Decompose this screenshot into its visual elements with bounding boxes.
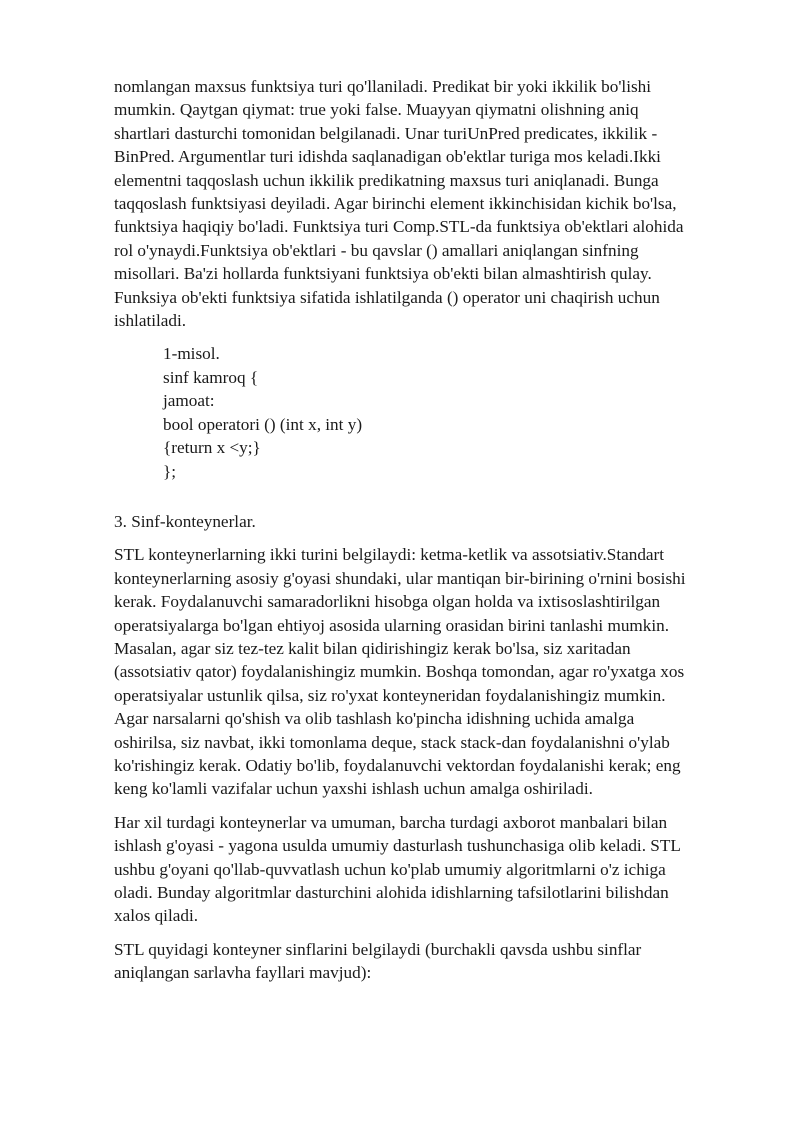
- paragraph-generic-programming: Har xil turdagi konteynerlar va umuman, barcha turdagi axborot manbalari bilan ishlash g'oyasi - yagona usulda umumiy dasturlash tushunchasiga olib keladi. STL ushbu g'oyani qo'llab-quvvatlash uchun ko'plab umumiy algoritmlarni o'z ichiga oladi. Bunday algoritmlar dasturchini alohida idishlarning tafsilotlarini bilishdan xalos qiladi.: [114, 812, 681, 926]
- code-line: };: [163, 461, 177, 481]
- section-heading: 3. Sinf-konteynerlar.: [114, 511, 256, 531]
- paragraph-predicates: nomlangan maxsus funktsiya turi qo'llaniladi. Predikat bir yoki ikkilik bo'lishi mumkin. Qaytgan qiymat: true yoki false. Muayyan qiymatni olishning aniq shartlari dasturchi tomonidan belgilanadi. Unar turiUnPred predicates, ikkilik - BinPred. Argumentlar turi idishda saqlanadigan ob'ektlar turiga mos keladi.Ikki elementni taqqoslash uchun ikkilik predikatning maxsus turi aniqlanadi. Bunga taqqoslash funktsiyasi deyiladi. Agar birinchi element ikkinchisidan kichik bo'lsa, funktsiya haqiqiy bo'ladi. Funktsiya turi Comp.STL-da funktsiya ob'ektlari alohida rol o'ynaydi.Funktsiya ob'ektlari - bu qavslar () amallari aniqlangan sinfning misollari. Ba'zi hollarda funktsiyani funktsiya ob'ekti bilan almashtirish qulay. Funksiya ob'ekti funktsiya sifatida ishlatilganda () operator uni chaqirish uchun ishlatiladi.: [114, 77, 684, 331]
- code-line-caption: 1-misol.: [163, 344, 220, 364]
- code-line: sinf kamroq {: [163, 367, 259, 387]
- code-line: {return x <y;}: [163, 438, 261, 458]
- paragraph-container-classes: STL quyidagi konteyner sinflarini belgilaydi (burchakli qavsda ushbu sinflar aniqlangan sarlavha fayllari mavjud):: [114, 939, 642, 983]
- code-example: [163, 342, 744, 482]
- code-line: bool operatori () (int x, int y): [163, 414, 363, 434]
- code-line: jamoat:: [163, 391, 215, 411]
- paragraph-container-types: STL konteynerlarning ikki turini belgilaydi: ketma-ketlik va assotsiativ.Standart konteynerlarning asosiy g'oyasi shundaki, ular mantiqan bir-birining o'rnini bosishi kerak. Foydalanuvchi samaradorlikni hisobga olgan holda va ixtisoslashtirilgan operatsiyalarga bo'lgan ehtiyoj asosida ularning orasidan birini tanlashi mumkin. Masalan, agar siz tez-tez kalit bilan qidirishingiz kerak bo'lsa, siz xaritadan (assotsiativ qator) foydalanishingiz mumkin. Boshqa tomondan, agar ro'yxatga xos operatsiyalar ustunlik qilsa, siz ro'yxat konteyneridan foydalanishingiz mumkin. Agar narsalarni qo'shish va olib tashlash ko'pincha idishning uchida amalga oshirilsa, siz navbat, ikki tomonlama deque, stack stack-dan foydalanishni o'ylab ko'rishingiz kerak. Odatiy bo'lib, foydalanuvchi vektordan foydalanishi kerak; eng keng ko'lamli vazifalar uchun yaxshi ishlash uchun amalga oshiriladi.: [114, 545, 686, 799]
- document-page: [114, 75, 744, 985]
